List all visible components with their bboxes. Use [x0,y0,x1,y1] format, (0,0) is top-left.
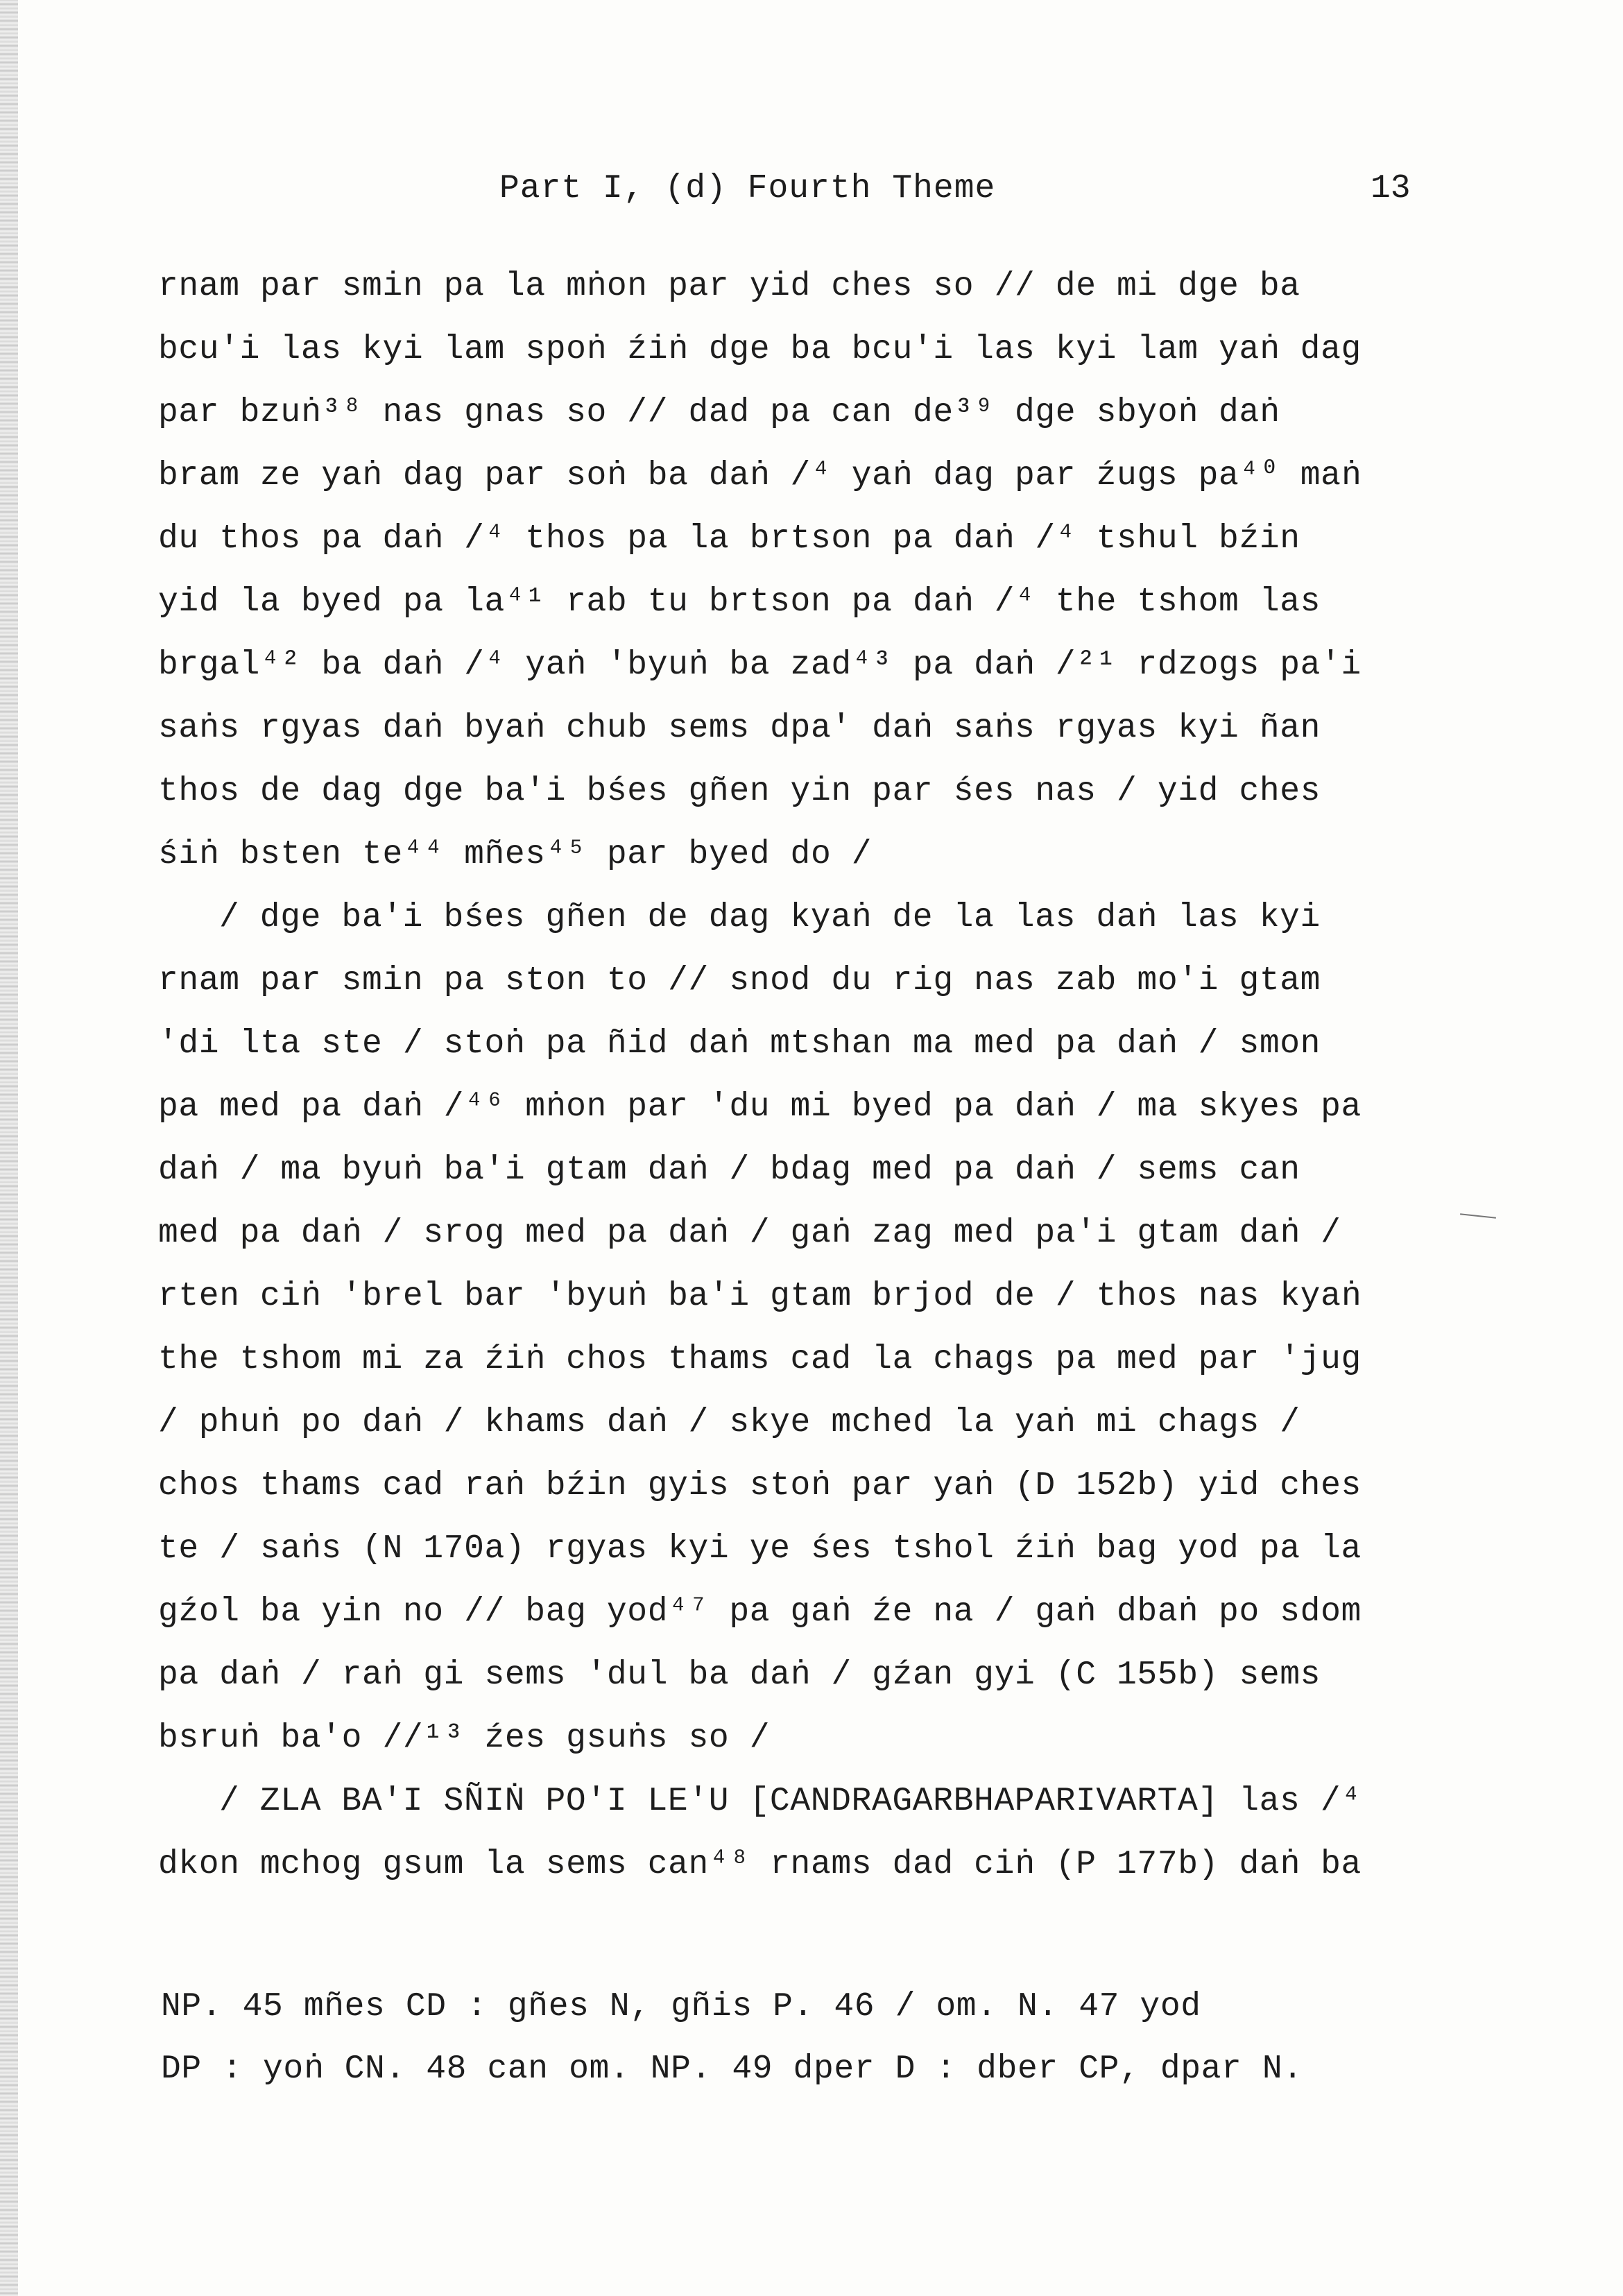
footnote-line: NP. 45 mñes CD : gñes N, gñis P. 46 / om. N. 47 yod [161,1988,1201,2025]
text-line: yid la byed pa la⁴¹ rab tu brtson pa daṅ /⁴ the tshom las [158,583,1321,621]
text-line: rnam par smin pa ston to // snod du rig nas zab mo'i gtam [158,962,1321,1000]
page-number: 13 [1371,170,1411,207]
text-line: pa daṅ / raṅ gi sems 'dul ba daṅ / gźan gyi (C 155b) sems [158,1656,1321,1694]
footnotes [161,1976,1465,2100]
paragraph-start-line: / dge ba'i bśes gñen de dag kyaṅ de la las daṅ las kyi [219,899,1321,936]
text-line: med pa daṅ / srog med pa daṅ / gaṅ zag med pa'i gtam daṅ / [158,1215,1341,1252]
text-line: du thos pa daṅ /⁴ thos pa la brtson pa daṅ /⁴ tshul bźin [158,520,1300,558]
stray-pen-mark [1460,1213,1496,1218]
text-line: bsruṅ ba'o //¹³ źes gsuṅs so / [158,1720,771,1757]
text-line: / phuṅ po daṅ / khams daṅ / skye mched la yaṅ mi chags / [158,1404,1300,1441]
text-line: śiṅ bsten te⁴⁴ mñes⁴⁵ par byed do / [158,836,873,873]
text-line: dkon mchog gsum la sems can⁴⁸ rnams dad ciṅ (P 177b) daṅ ba [158,1846,1362,1883]
text-line: 'di lta ste / stoṅ pa ñid daṅ mtshan ma med pa daṅ / smon [158,1025,1321,1063]
body-text [158,255,1462,1896]
text-line: saṅs rgyas daṅ byaṅ chub sems dpa' daṅ saṅs rgyas kyi ñan [158,710,1321,747]
text-line: rten ciṅ 'brel bar 'byuṅ ba'i gtam brjod de / thos nas kyaṅ [158,1278,1362,1315]
footnote-line: DP : yoṅ CN. 48 can om. NP. 49 dper D : dber CP, dpar N. [161,2050,1303,2088]
text-line: chos thams cad raṅ bźin gyis stoṅ par yaṅ (D 152b) yid ches [158,1467,1362,1505]
text-line: gźol ba yin no // bag yod⁴⁷ pa gaṅ źe na / gaṅ dbaṅ po sdom [158,1593,1362,1631]
text-line: rnam par smin pa la mṅon par yid ches so // de mi dge ba [158,268,1300,305]
text-line: pa med pa daṅ /⁴⁶ mṅon par 'du mi byed pa daṅ / ma skyes pa [158,1088,1362,1126]
running-head: Part I, (d) Fourth Theme [499,170,996,207]
text-line: bcu'i las kyi lam spoṅ źiṅ dge ba bcu'i las kyi lam yaṅ dag [158,331,1362,368]
text-line: daṅ / ma byuṅ ba'i gtam daṅ / bdag med pa daṅ / sems can [158,1151,1300,1189]
text-line: brgal⁴² ba daṅ /⁴ yaṅ 'byuṅ ba zad⁴³ pa daṅ /²¹ rdzogs pa'i [158,646,1362,684]
text-line: bram ze yaṅ dag par soṅ ba daṅ /⁴ yaṅ dag par źugs pa⁴⁰ maṅ [158,457,1362,495]
text-line: thos de dag dge ba'i bśes gñen yin par śes nas / yid ches [158,773,1321,810]
page-header [0,170,1623,225]
paragraph-start-line: / ZLA BA'I SÑIṄ PO'I LE'U [CANDRAGARBHAPARIVARTA] las /⁴ [219,1783,1362,1820]
text-line: par bzuṅ³⁸ nas gnas so // dad pa can de³⁹ dge sbyoṅ daṅ [158,394,1280,431]
text-line: the tshom mi za źiṅ chos thams cad la chags pa med par 'jug [158,1341,1362,1378]
text-line: te / saṅs (N 170a) rgyas kyi ye śes tshol źiṅ bag yod pa la [158,1530,1362,1568]
